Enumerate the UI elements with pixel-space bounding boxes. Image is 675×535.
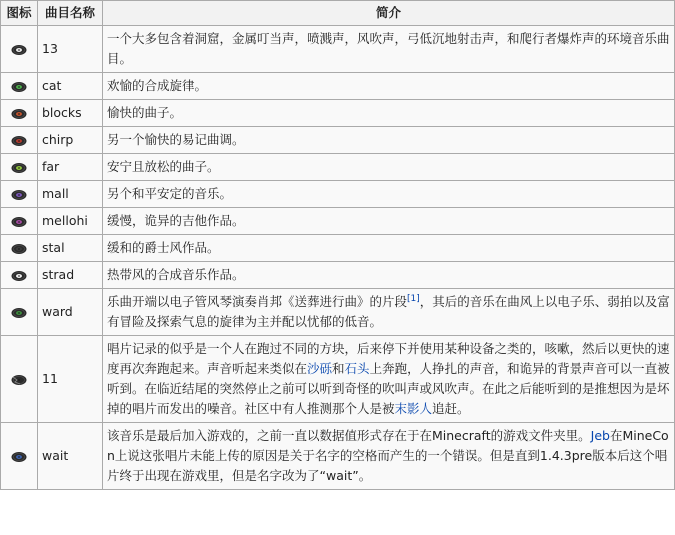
description-text: 上奔跑，人挣扎的声音，和诡异的背景声音可以一直被听到。在临近结尾的突然停止之前可以听到奇怪的吹叫声或风吹声。在此之后能听到的是推想因为是坏掉的唱片而发出的噪音。社区中有人推测那个人是被 xyxy=(107,361,670,416)
track-name: stal xyxy=(38,235,103,262)
track-name: mellohi xyxy=(38,208,103,235)
track-description xyxy=(103,336,675,423)
description-text: 在MineCon上说这张唱片未能上传的原因是关于名字的空格而产生的一个错误。但是直到1.4.3pre版本后这个唱片终于出现在游戏里，但是名字改为了“wait”。 xyxy=(107,428,669,483)
disc-icon-cell xyxy=(1,235,38,262)
disc-icon-cell xyxy=(1,26,38,73)
music-disc-icon xyxy=(11,108,27,120)
music-disc-icon xyxy=(11,243,27,255)
music-disc-icon xyxy=(11,44,27,56)
music-disc-icon xyxy=(11,189,27,201)
track-description xyxy=(103,262,675,289)
track-name: ward xyxy=(38,289,103,336)
track-name: cat xyxy=(38,73,103,100)
table-row xyxy=(1,154,675,181)
description-text: 另个和平安定的音乐。 xyxy=(107,186,233,201)
description-text: ，其后的音乐在曲风上以电子乐、弱拍以及富有冒险及探索气息的旋律为主并配以忧郁的低音。 xyxy=(107,294,670,329)
music-disc-icon xyxy=(11,135,27,147)
description-text: 安宁且放松的曲子。 xyxy=(107,159,220,174)
description-text: 愉快的曲子。 xyxy=(107,105,183,120)
description-text: 热带风的合成音乐作品。 xyxy=(107,267,245,282)
track-name: blocks xyxy=(38,100,103,127)
wiki-link[interactable]: 沙砾 xyxy=(307,361,333,376)
track-description xyxy=(103,423,675,490)
track-description xyxy=(103,235,675,262)
disc-icon-cell xyxy=(1,127,38,154)
table-body xyxy=(1,26,675,490)
header-desc: 简介 xyxy=(103,1,675,26)
header-icon: 图标 xyxy=(1,1,38,26)
table-row xyxy=(1,289,675,336)
track-description xyxy=(103,208,675,235)
disc-icon-cell xyxy=(1,100,38,127)
description-text: 追赶。 xyxy=(432,401,470,416)
disc-icon-cell xyxy=(1,262,38,289)
track-name: 13 xyxy=(38,26,103,73)
music-disc-icon xyxy=(11,81,27,93)
track-description xyxy=(103,181,675,208)
track-name: wait xyxy=(38,423,103,490)
disc-icon-cell xyxy=(1,336,38,423)
track-name: 11 xyxy=(38,336,103,423)
description-text: 该音乐是最后加入游戏的，之前一直以数据值形式存在于在Minecraft的游戏文件夹里。 xyxy=(107,428,591,443)
description-text: 乐曲开端以电子管风琴演奏肖邦《送葬进行曲》的片段 xyxy=(107,294,408,309)
description-text: 缓慢，诡异的吉他作品。 xyxy=(107,213,245,228)
track-name: far xyxy=(38,154,103,181)
disc-icon-cell xyxy=(1,154,38,181)
table-row xyxy=(1,235,675,262)
table-row xyxy=(1,26,675,73)
table-row xyxy=(1,127,675,154)
track-description xyxy=(103,73,675,100)
track-description xyxy=(103,154,675,181)
music-disc-icon xyxy=(11,270,27,282)
track-name: mall xyxy=(38,181,103,208)
disc-icon-cell xyxy=(1,289,38,336)
description-text: 缓和的爵士风作品。 xyxy=(107,240,220,255)
music-disc-icon xyxy=(11,216,27,228)
table-header-row xyxy=(1,1,675,26)
description-text: 一个大多包含着洞窟，金属叮当声，喷溅声，风吹声，弓低沉地射击声，和爬行者爆炸声的环境音乐曲目。 xyxy=(107,31,670,66)
description-text: 欢愉的合成旋律。 xyxy=(107,78,208,93)
music-disc-icon xyxy=(11,162,27,174)
table-row xyxy=(1,100,675,127)
description-text: 唱片记录的似乎是一个人在跑过不同的方块，后来停下并使用某种设备之类的，咳嗽，然后以更快的速度再次奔跑起来。声音听起来类似在 xyxy=(107,341,670,376)
track-name: chirp xyxy=(38,127,103,154)
wiki-link[interactable]: 石头 xyxy=(344,361,370,376)
disc-icon-cell xyxy=(1,73,38,100)
header-name: 曲目名称 xyxy=(38,1,103,26)
table-row xyxy=(1,208,675,235)
table-row xyxy=(1,262,675,289)
music-disc-icon xyxy=(11,451,27,463)
music-disc-icon xyxy=(11,307,27,319)
description-text: 另一个愉快的易记曲调。 xyxy=(107,132,245,147)
disc-icon-cell xyxy=(1,208,38,235)
table-row xyxy=(1,181,675,208)
table-row xyxy=(1,423,675,490)
track-description xyxy=(103,100,675,127)
disc-icon-cell xyxy=(1,181,38,208)
reference-superscript xyxy=(407,294,420,304)
wiki-link[interactable]: 末影人 xyxy=(394,401,433,416)
track-description xyxy=(103,289,675,336)
track-description xyxy=(103,26,675,73)
track-description xyxy=(103,127,675,154)
track-name: strad xyxy=(38,262,103,289)
wiki-link[interactable]: Jeb xyxy=(590,428,610,443)
table-row xyxy=(1,336,675,423)
disc-icon-cell xyxy=(1,423,38,490)
description-text: 和 xyxy=(332,361,345,376)
reference-link[interactable]: [1] xyxy=(407,293,420,304)
music-disc-icon xyxy=(11,374,27,386)
table-row xyxy=(1,73,675,100)
